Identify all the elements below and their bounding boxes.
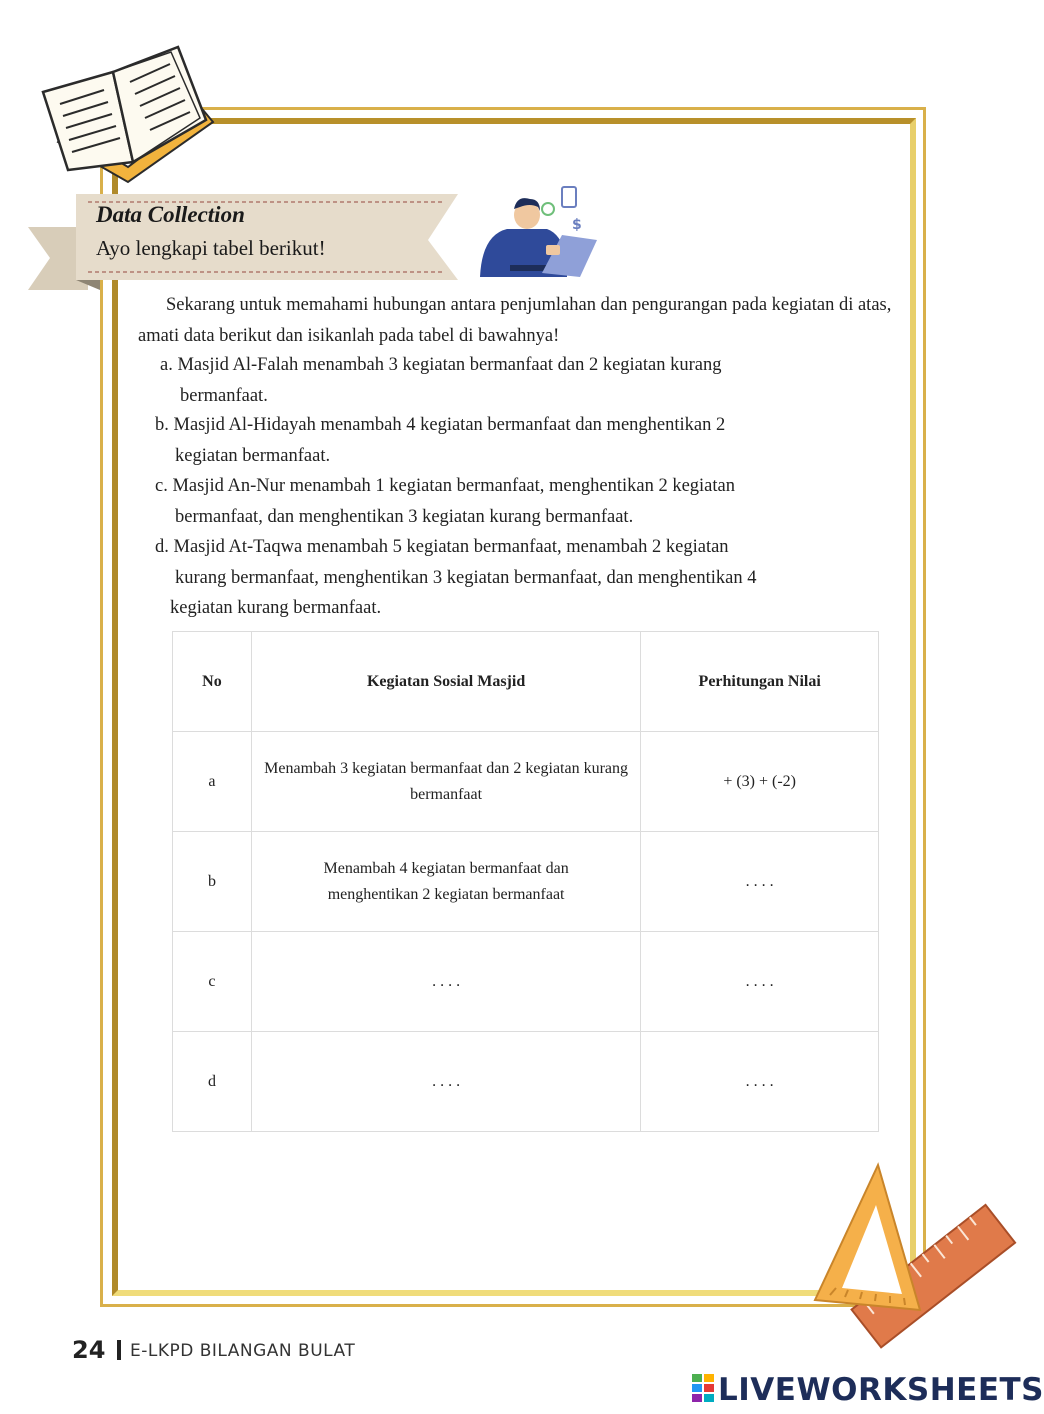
header-perhitungan: Perhitungan Nilai — [641, 632, 879, 732]
answer-field[interactable]: . . . . — [251, 932, 640, 1032]
cell-kegiatan: Menambah 3 kegiatan bermanfaat dan 2 kegiatan kurang bermanfaat — [251, 732, 640, 832]
table-header-row — [173, 632, 879, 732]
cell-nilai: + (3) + (-2) — [641, 732, 879, 832]
cell-no: b — [173, 832, 252, 932]
open-book-icon — [38, 42, 218, 187]
footer-divider — [117, 1340, 121, 1360]
table-row — [173, 732, 879, 832]
answer-field[interactable]: . . . . — [641, 832, 879, 932]
table-row — [173, 1032, 879, 1132]
watermark-text: LIVEWORKSHEETS — [718, 1372, 1044, 1408]
cell-kegiatan: Menambah 4 kegiatan bermanfaat dan menghentikan 2 kegiatan bermanfaat — [251, 832, 640, 932]
list-item: d. Masjid At-Taqwa menambah 5 kegiatan bermanfaat, menambah 2 kegiatan kurang bermanfaat, menghentikan 3 kegiatan bermanfaat, dan menghentikan 4 kegiatan kurang bermanfaat. — [155, 537, 757, 618]
page-number: 24 — [72, 1336, 106, 1364]
list-item: a. Masjid Al-Falah menambah 3 kegiatan bermanfaat dan 2 kegiatan kurang bermanfaat. — [160, 355, 722, 406]
answer-field[interactable]: . . . . — [641, 932, 879, 1032]
header-no: No — [173, 632, 252, 732]
answer-field[interactable]: . . . . — [251, 1032, 640, 1132]
person-laptop-icon — [472, 185, 602, 280]
header-kegiatan: Kegiatan Sosial Masjid — [251, 632, 640, 732]
cell-no: a — [173, 732, 252, 832]
section-title: Data Collection — [96, 202, 245, 227]
ruler-triangle-icon — [810, 1160, 1000, 1370]
list-item: b. Masjid Al-Hidayah menambah 4 kegiatan bermanfaat dan menghentikan 2 kegiatan bermanfaat. — [155, 415, 726, 466]
liveworksheets-logo-icon — [692, 1372, 716, 1402]
answer-field[interactable]: . . . . — [641, 1032, 879, 1132]
cell-no: c — [173, 932, 252, 1032]
data-table — [172, 631, 879, 1132]
list-item: c. Masjid An-Nur menambah 1 kegiatan bermanfaat, menghentikan 2 kegiatan bermanfaat, dan menghentikan 3 kegiatan kurang bermanfaat. — [155, 476, 735, 527]
cell-no: d — [173, 1032, 252, 1132]
book-title: E-LKPD BILANGAN BULAT — [130, 1341, 356, 1361]
svg-text:$: $ — [572, 217, 582, 233]
table-row — [173, 932, 879, 1032]
section-subtitle: Ayo lengkapi tabel berikut! — [96, 236, 326, 260]
table-row — [173, 832, 879, 932]
intro-paragraph: Sekarang untuk memahami hubungan antara penjumlahan dan pengurangan pada kegiatan di atas, amati data berikut dan isikanlah pada tabel di bawahnya! — [138, 295, 892, 346]
